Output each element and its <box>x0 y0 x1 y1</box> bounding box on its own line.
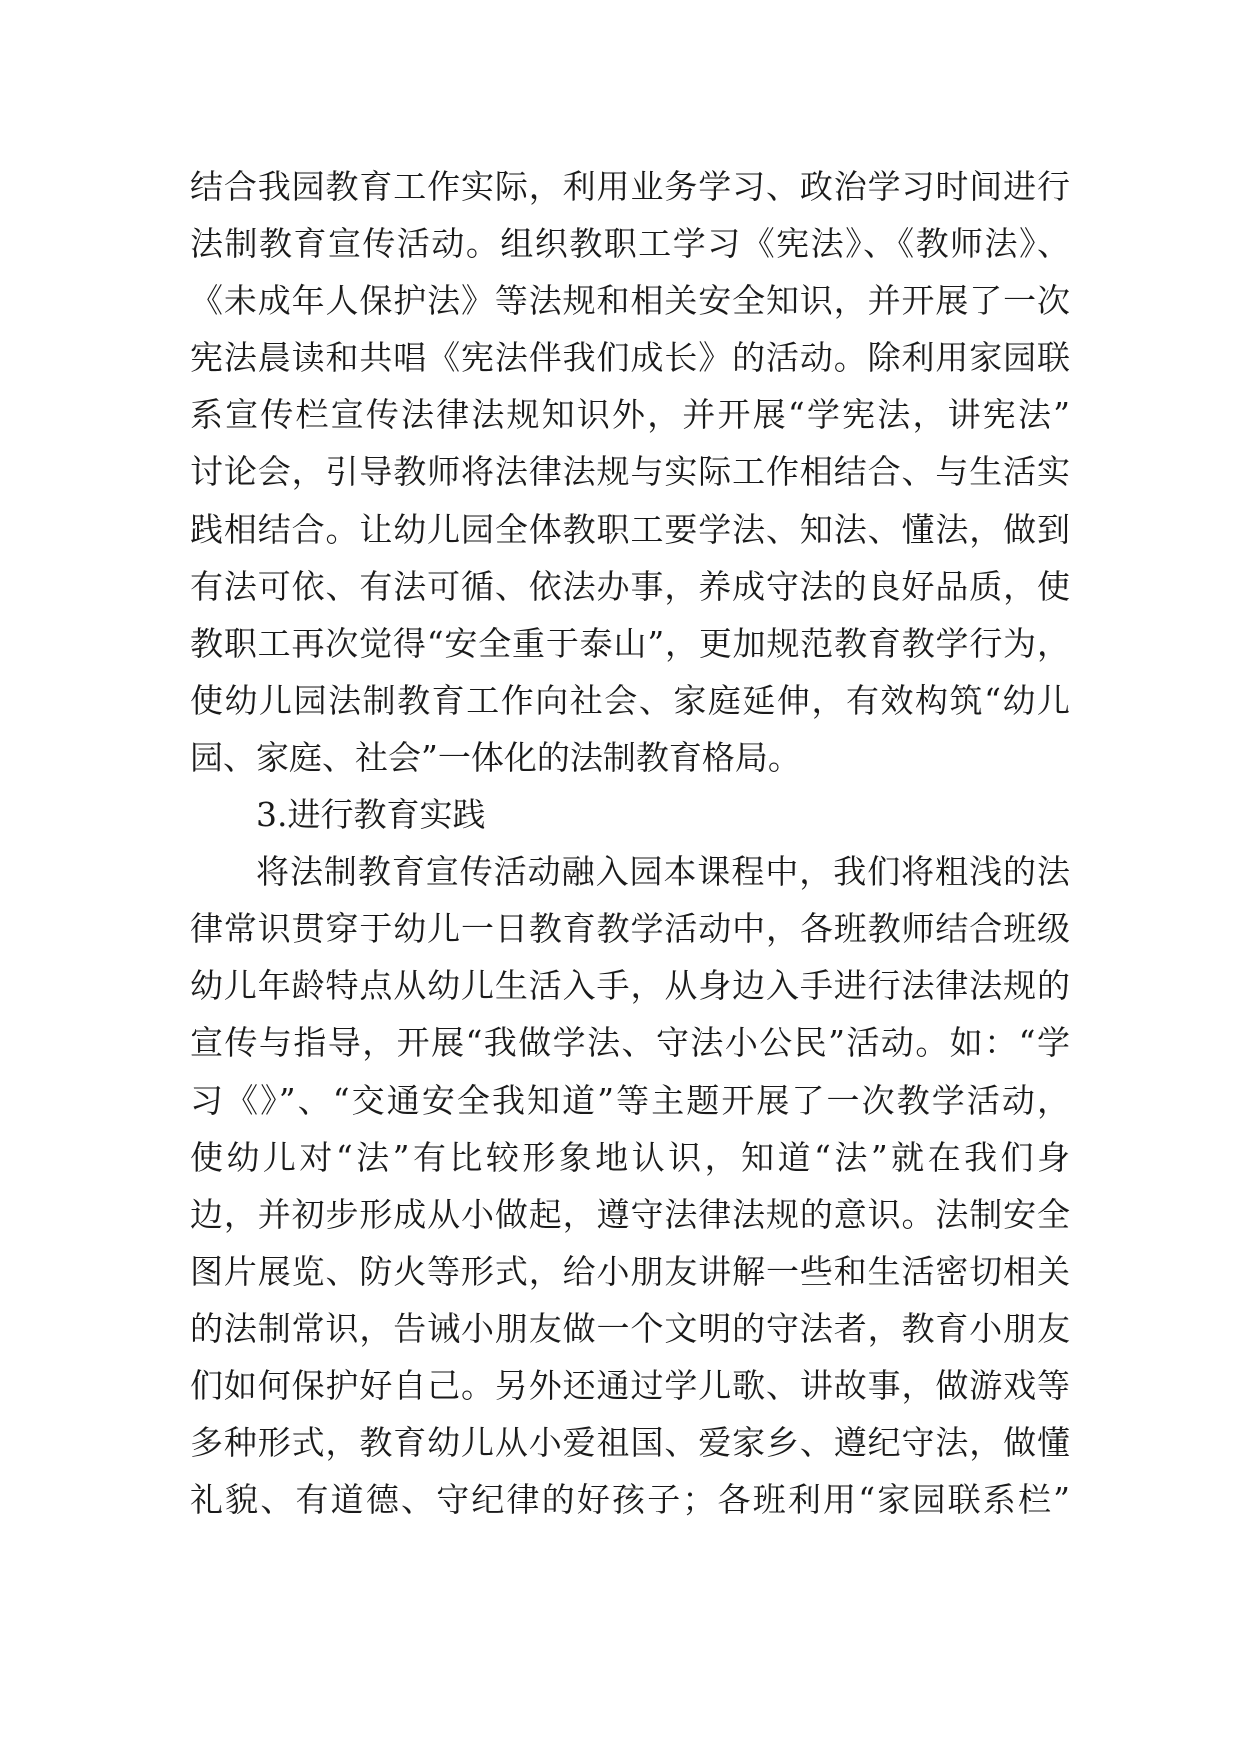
text-line: 践相结合。让幼儿园全体教职工要学法、知法、懂法，做到 <box>190 509 1070 549</box>
text-line: 图片展览、防火等形式，给小朋友讲解一些和生活密切相关 <box>190 1251 1070 1291</box>
text-line: 将法制教育宣传活动融入园本课程中，我们将粗浅的法 <box>256 852 1070 892</box>
body-text <box>190 158 1070 1528</box>
text-line: 习《》”、“交通安全我知道”等主题开展了一次教学活动， <box>190 1080 1070 1120</box>
text-line: 讨论会，引导教师将法律法规与实际工作相结合、与生活实 <box>190 452 1070 492</box>
text-line: 边，并初步形成从小做起，遵守法律法规的意识。法制安全 <box>190 1194 1070 1234</box>
text-line: 使幼儿园法制教育工作向社会、家庭延伸，有效构筑“幼儿 <box>190 680 1070 720</box>
text-line: 使幼儿对“法”有比较形象地认识，知道“法”就在我们身 <box>190 1137 1070 1177</box>
text-line: 礼貌、有道德、守纪律的好孩子；各班利用“家园联系栏” <box>190 1480 1070 1520</box>
text-line: 律常识贯穿于幼儿一日教育教学活动中，各班教师结合班级 <box>190 909 1070 949</box>
text-line: 的法制常识，告诫小朋友做一个文明的守法者，教育小朋友 <box>190 1308 1070 1348</box>
text-line: 宣传与指导，开展“我做学法、守法小公民”活动。如：“学 <box>190 1023 1070 1063</box>
text-line: 园、家庭、社会”一体化的法制教育格局。 <box>190 737 801 777</box>
text-line: 教职工再次觉得“安全重于泰山”，更加规范教育教学行为， <box>190 623 1070 663</box>
text-line: 法制教育宣传活动。组织教职工学习《宪法》、《教师法》、 <box>190 224 1070 264</box>
text-line: 结合我园教育工作实际，利用业务学习、政治学习时间进行 <box>190 167 1070 206</box>
text-line: 系宣传栏宣传法律法规知识外，并开展“学宪法，讲宪法” <box>190 395 1070 435</box>
text-line: 有法可依、有法可循、依法办事，养成守法的良好品质，使 <box>190 566 1070 606</box>
text-line: 幼儿年龄特点从幼儿生活入手，从身边入手进行法律法规的 <box>190 966 1070 1006</box>
text-line: 《未成年人保护法》等法规和相关安全知识，并开展了一次 <box>190 281 1070 321</box>
text-line: 们如何保护好自己。另外还通过学儿歌、讲故事，做游戏等 <box>190 1365 1070 1405</box>
section-heading: 3.进行教育实践 <box>256 795 486 835</box>
text-line: 宪法晨读和共唱《宪法伴我们成长》的活动。除利用家园联 <box>190 338 1070 378</box>
text-line: 多种形式，教育幼儿从小爱祖国、爱家乡、遵纪守法，做懂 <box>190 1423 1070 1463</box>
